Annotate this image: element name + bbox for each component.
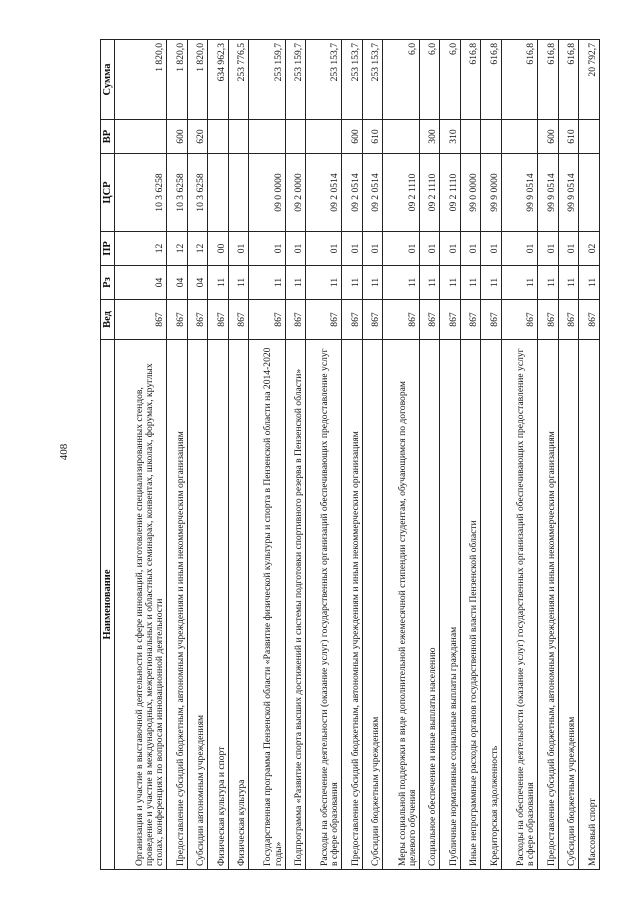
row-name-cell: Государственная программа Пензенской области «Развитие физической культуры и спорта в Пензенской области на 2014-2020 годы» [249, 340, 285, 870]
row-vr-cell [306, 120, 342, 154]
row-rz-cell: 11 [481, 266, 502, 300]
table-row [187, 40, 208, 870]
table-row [501, 40, 537, 870]
table-row [440, 40, 461, 870]
row-rz-cell: 04 [187, 266, 208, 300]
row-pr-cell: 01 [342, 232, 363, 266]
row-vr-cell: 610 [362, 120, 383, 154]
row-name-cell: Социальное обеспечение и иные выплаты населению [419, 340, 440, 870]
row-pr-cell: 01 [558, 232, 579, 266]
row-vr-cell [115, 120, 167, 154]
row-csr-cell: 10 3 6258 [167, 154, 188, 232]
table-row [249, 40, 285, 870]
row-vr-cell: 610 [558, 120, 579, 154]
table-header-row [101, 40, 115, 870]
row-sum-cell: 253 159,7 [249, 40, 285, 120]
row-sum-cell: 253 159,7 [285, 40, 306, 120]
row-csr-cell [579, 154, 600, 232]
row-ved-cell: 867 [306, 300, 342, 340]
row-sum-cell: 6,0 [440, 40, 461, 120]
row-name-cell: Организация и участие в выставочной деятельности в сфере инноваций, изготовление специализированных стендов, проведение и участие в международных, межрегиональных и областных семинарах, конвентах, школах, форумах, круглых столах, конференциях по вопросам инновационной деятельности [115, 340, 167, 870]
row-ved-cell: 867 [383, 300, 419, 340]
row-name-cell: Физическая культура и спорт [208, 340, 229, 870]
row-pr-cell: 01 [481, 232, 502, 266]
row-rz-cell: 11 [501, 266, 537, 300]
document-page [100, 40, 600, 870]
row-csr-cell: 99 9 0514 [558, 154, 579, 232]
row-csr-cell: 09 2 1110 [419, 154, 440, 232]
row-rz-cell: 11 [249, 266, 285, 300]
row-ved-cell: 867 [558, 300, 579, 340]
table-row [460, 40, 481, 870]
row-pr-cell: 01 [228, 232, 249, 266]
row-ved-cell: 867 [579, 300, 600, 340]
row-csr-cell: 09 2 1110 [383, 154, 419, 232]
row-ved-cell: 867 [167, 300, 188, 340]
row-name-cell: Субсидии автономным учреждениям [187, 340, 208, 870]
row-sum-cell: 253 153,7 [342, 40, 363, 120]
row-csr-cell: 09 2 0514 [306, 154, 342, 232]
row-vr-cell: 310 [440, 120, 461, 154]
row-sum-cell: 253 153,7 [306, 40, 342, 120]
row-csr-cell: 99 9 0514 [501, 154, 537, 232]
row-vr-cell [501, 120, 537, 154]
header-name: Наименование [101, 340, 115, 870]
row-vr-cell [208, 120, 229, 154]
row-name-cell: Предоставление субсидий бюджетным, автономным учреждениям и иным некоммерческим организациям [167, 340, 188, 870]
row-vr-cell: 620 [187, 120, 208, 154]
row-rz-cell: 11 [306, 266, 342, 300]
table-row [579, 40, 600, 870]
table-row [208, 40, 229, 870]
row-pr-cell: 01 [501, 232, 537, 266]
header-pr: ПР [101, 232, 115, 266]
page-number: 408 [58, 443, 70, 461]
row-pr-cell: 00 [208, 232, 229, 266]
header-csr: ЦСР [101, 154, 115, 232]
row-pr-cell: 01 [249, 232, 285, 266]
row-sum-cell: 616,8 [558, 40, 579, 120]
row-name-cell: Меры социальной поддержки в виде дополнительной ежемесячной стипендии студентам, обучающимся по договорам целевого обучения [383, 340, 419, 870]
row-ved-cell: 867 [228, 300, 249, 340]
row-rz-cell: 11 [538, 266, 559, 300]
header-rz: Рз [101, 266, 115, 300]
row-pr-cell: 12 [187, 232, 208, 266]
row-csr-cell: 99 9 0514 [538, 154, 559, 232]
row-ved-cell: 867 [460, 300, 481, 340]
row-name-cell: Иные непрограммные расходы органов государственной власти Пензенской области [460, 340, 481, 870]
row-vr-cell [228, 120, 249, 154]
row-csr-cell: 99 0 0000 [460, 154, 481, 232]
row-rz-cell: 11 [285, 266, 306, 300]
row-vr-cell [285, 120, 306, 154]
row-name-cell: Субсидии бюджетным учреждениям [558, 340, 579, 870]
row-sum-cell: 1 820,0 [167, 40, 188, 120]
row-rz-cell: 11 [208, 266, 229, 300]
row-ved-cell: 867 [419, 300, 440, 340]
row-rz-cell: 04 [115, 266, 167, 300]
row-sum-cell: 616,8 [481, 40, 502, 120]
row-name-cell: Публичные нормативные социальные выплаты гражданам [440, 340, 461, 870]
row-pr-cell: 01 [419, 232, 440, 266]
table-row [306, 40, 342, 870]
row-vr-cell: 600 [342, 120, 363, 154]
row-csr-cell [208, 154, 229, 232]
row-vr-cell: 600 [167, 120, 188, 154]
row-ved-cell: 867 [440, 300, 461, 340]
row-csr-cell: 10 3 6258 [187, 154, 208, 232]
row-sum-cell: 616,8 [538, 40, 559, 120]
row-csr-cell: 09 2 0514 [362, 154, 383, 232]
row-pr-cell: 02 [579, 232, 600, 266]
row-csr-cell [228, 154, 249, 232]
row-pr-cell: 12 [115, 232, 167, 266]
row-pr-cell: 01 [285, 232, 306, 266]
table-row [115, 40, 167, 870]
row-sum-cell: 616,8 [460, 40, 481, 120]
row-sum-cell: 253 776,5 [228, 40, 249, 120]
row-ved-cell: 867 [342, 300, 363, 340]
header-sum: Сумма [101, 40, 115, 120]
row-ved-cell: 867 [481, 300, 502, 340]
row-rz-cell: 11 [579, 266, 600, 300]
row-vr-cell [460, 120, 481, 154]
row-rz-cell: 11 [383, 266, 419, 300]
row-ved-cell: 867 [285, 300, 306, 340]
row-rz-cell: 11 [440, 266, 461, 300]
row-ved-cell: 867 [187, 300, 208, 340]
row-vr-cell: 600 [538, 120, 559, 154]
row-rz-cell: 11 [228, 266, 249, 300]
row-csr-cell: 09 2 0000 [285, 154, 306, 232]
row-rz-cell: 11 [362, 266, 383, 300]
row-name-cell: Предоставление субсидий бюджетным, автономным учреждениям и иным некоммерческим организациям [538, 340, 559, 870]
row-pr-cell: 12 [167, 232, 188, 266]
row-sum-cell: 634 962,3 [208, 40, 229, 120]
row-name-cell: Кредиторская задолженность [481, 340, 502, 870]
row-ved-cell: 867 [538, 300, 559, 340]
row-rz-cell: 11 [460, 266, 481, 300]
row-ved-cell: 867 [208, 300, 229, 340]
row-sum-cell: 1 820,0 [187, 40, 208, 120]
table-row [362, 40, 383, 870]
row-pr-cell: 01 [440, 232, 461, 266]
row-vr-cell [579, 120, 600, 154]
row-csr-cell: 09 0 0000 [249, 154, 285, 232]
row-name-cell: Физическая культура [228, 340, 249, 870]
row-sum-cell: 6,0 [419, 40, 440, 120]
row-name-cell: Расходы на обеспечение деятельности (оказание услуг) государственных организаций обеспечивающих предоставление услуг в сфере образования [306, 340, 342, 870]
header-ved: Вед [101, 300, 115, 340]
row-pr-cell: 01 [306, 232, 342, 266]
budget-table [100, 39, 600, 870]
row-name-cell: Расходы на обеспечение деятельности (оказание услуг) государственных организаций обеспечивающих предоставление услуг в сфере образования [501, 340, 537, 870]
row-sum-cell: 20 792,7 [579, 40, 600, 120]
table-row [342, 40, 363, 870]
table-row [167, 40, 188, 870]
table-row [538, 40, 559, 870]
row-csr-cell: 10 3 6258 [115, 154, 167, 232]
header-vr: ВР [101, 120, 115, 154]
row-pr-cell: 01 [362, 232, 383, 266]
row-sum-cell: 616,8 [501, 40, 537, 120]
row-name-cell: Массовый спорт [579, 340, 600, 870]
row-csr-cell: 99 9 0000 [481, 154, 502, 232]
row-pr-cell: 01 [383, 232, 419, 266]
row-vr-cell [481, 120, 502, 154]
row-rz-cell: 11 [419, 266, 440, 300]
row-ved-cell: 867 [115, 300, 167, 340]
table-row [228, 40, 249, 870]
row-vr-cell [249, 120, 285, 154]
row-rz-cell: 11 [558, 266, 579, 300]
row-sum-cell: 253 153,7 [362, 40, 383, 120]
row-csr-cell: 09 2 1110 [440, 154, 461, 232]
table-row [419, 40, 440, 870]
row-csr-cell: 09 2 0514 [342, 154, 363, 232]
row-vr-cell: 300 [419, 120, 440, 154]
row-name-cell: Подпрограмма «Развитие спорта высших достижений и системы подготовки спортивного резерва в Пензенской области» [285, 340, 306, 870]
table-row [383, 40, 419, 870]
row-sum-cell: 6,0 [383, 40, 419, 120]
row-rz-cell: 11 [342, 266, 363, 300]
row-ved-cell: 867 [501, 300, 537, 340]
row-ved-cell: 867 [249, 300, 285, 340]
table-row [481, 40, 502, 870]
row-pr-cell: 01 [460, 232, 481, 266]
row-name-cell: Субсидии бюджетным учреждениям [362, 340, 383, 870]
table-row [285, 40, 306, 870]
row-sum-cell: 1 820,0 [115, 40, 167, 120]
row-vr-cell [383, 120, 419, 154]
row-name-cell: Предоставление субсидий бюджетным, автономным учреждениям и иным некоммерческим организациям [342, 340, 363, 870]
table-row [558, 40, 579, 870]
row-pr-cell: 01 [538, 232, 559, 266]
row-ved-cell: 867 [362, 300, 383, 340]
row-rz-cell: 04 [167, 266, 188, 300]
rotated-table-wrapper [100, 40, 600, 870]
